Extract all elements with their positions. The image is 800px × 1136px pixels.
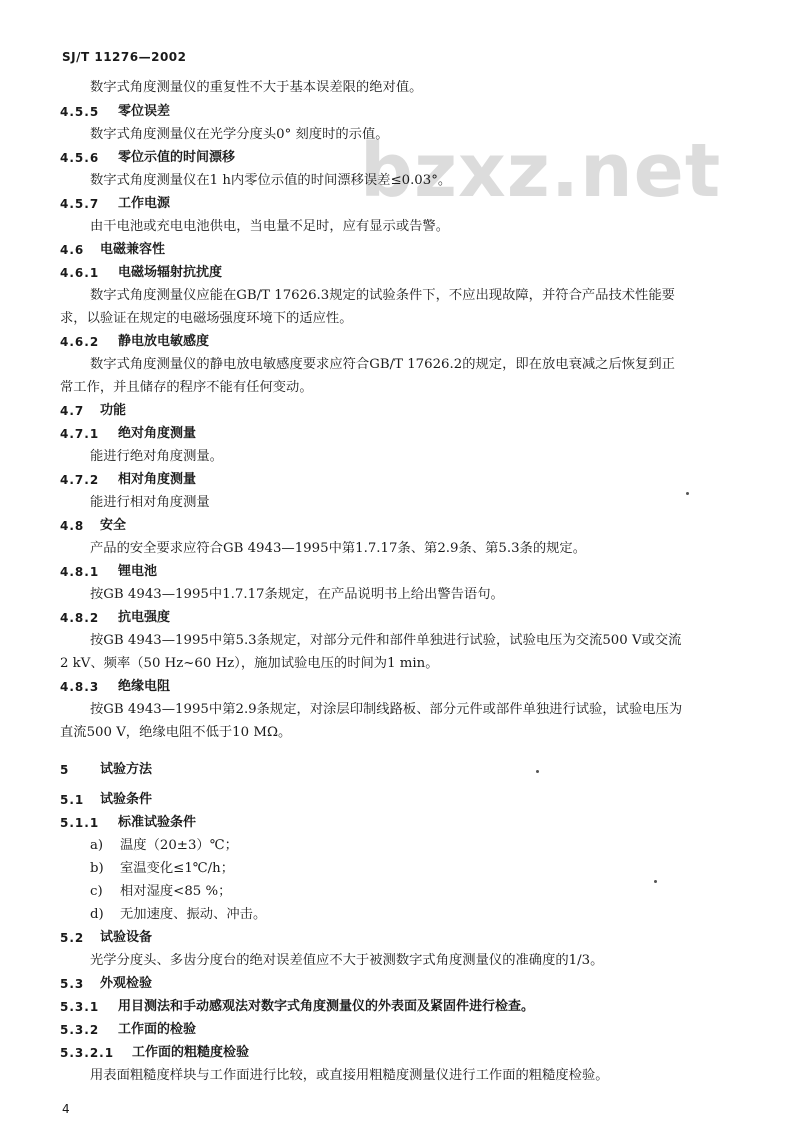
- line-cont: [0, 308, 800, 330]
- page-number: 4: [62, 1102, 70, 1116]
- paragraph-text: 能进行相对角度测量: [90, 495, 210, 510]
- clause-number: 4.8.1: [60, 565, 100, 579]
- standard-header: SJ/T 11276—2002: [62, 50, 187, 64]
- line-body: [0, 446, 800, 468]
- line-body: [0, 630, 800, 652]
- clause-title: 标准试验条件: [118, 815, 197, 830]
- clause-number: 4.8.3: [60, 680, 100, 694]
- clause-number: 4.8.2: [60, 611, 100, 625]
- line-sub: [0, 812, 800, 834]
- clause-number: 4.5.5: [60, 105, 100, 119]
- line-body: [0, 1065, 800, 1087]
- clause-title: 绝对角度测量: [118, 426, 197, 441]
- paragraph-text: 数字式角度测量仪在光学分度头0° 刻度时的示值。: [90, 127, 389, 142]
- clause-number: 4.6.2: [60, 335, 100, 349]
- list-marker: d): [90, 907, 104, 922]
- clause-number: 4.5.7: [60, 197, 100, 211]
- clause-title: 试验设备: [100, 930, 153, 945]
- clause-title: 静电放电敏感度: [118, 334, 210, 349]
- line-body: [0, 492, 800, 514]
- clause-title: 抗电强度: [118, 610, 171, 625]
- paragraph-text: 由干电池或充电电池供电，当电量不足时，应有显示或告警。: [90, 219, 450, 234]
- clause-number: 4.7.1: [60, 427, 100, 441]
- clause-number: 5.3: [60, 977, 85, 991]
- clause-title: 零位误差: [118, 104, 171, 119]
- paragraph-text: 产品的安全要求应符合GB 4943—1995中第1.7.17条、第2.9条、第5.3条的规定。: [90, 541, 587, 556]
- paragraph-text: 数字式角度测量仪应能在GB/T 17626.3规定的试验条件下，不应出现故障，并符合产品技术性能要: [90, 288, 675, 303]
- line-body: [0, 285, 800, 307]
- watermark: bzxz.net: [360, 128, 722, 214]
- list-item-text: 相对湿度<85 %；: [120, 884, 232, 899]
- paragraph-text: 按GB 4943—1995中1.7.17条规定，在产品说明书上给出警告语句。: [90, 587, 504, 602]
- clause-title: 试验条件: [100, 792, 153, 807]
- list-item-text: 室温变化≤1℃/h；: [120, 861, 235, 876]
- line-sub: [0, 469, 800, 491]
- line-sub: [0, 1019, 800, 1041]
- line-body: [0, 216, 800, 238]
- paragraph-text: 能进行绝对角度测量。: [90, 449, 223, 464]
- clause-number: 4.7: [60, 404, 85, 418]
- list-marker: c): [90, 884, 103, 899]
- line-main: [0, 239, 800, 261]
- clause-title: 工作面的粗糙度检验: [132, 1045, 250, 1060]
- line-body: [0, 124, 800, 146]
- line-cont: [0, 722, 800, 744]
- paragraph-continuation: 求，以验证在规定的电磁场强度环境下的适应性。: [60, 311, 353, 326]
- clause-number: 5.3.2.1: [60, 1046, 115, 1060]
- paragraph-text: 数字式角度测量仪在1 h内零位示值的时间漂移误差≤0.03°。: [90, 173, 452, 188]
- line-list: [0, 835, 800, 857]
- line-sub: [0, 331, 800, 353]
- paragraph-continuation: 常工作，并且储存的程序不能有任何变动。: [60, 380, 313, 395]
- scan-speck: [686, 492, 689, 495]
- clause-title: 工作电源: [118, 196, 171, 211]
- line-sub: [0, 607, 800, 629]
- clause-number: 4.5.6: [60, 151, 100, 165]
- paragraph-text: 用表面粗糙度样块与工作面进行比较，或直接用粗糙度测量仪进行工作面的粗糙度检验。: [90, 1068, 609, 1083]
- line-main: [0, 789, 800, 811]
- clause-title: 电磁场辐射抗扰度: [118, 265, 223, 280]
- clause-title: 锂电池: [118, 564, 158, 579]
- line-cont: [0, 653, 800, 675]
- line-main: [0, 927, 800, 949]
- clause-number: 5.1.1: [60, 816, 100, 830]
- clause-number: 4.6.1: [60, 266, 100, 280]
- clause-number: 5.3.1: [60, 1000, 100, 1014]
- clause-number: 5.1: [60, 793, 85, 807]
- line-body: [0, 584, 800, 606]
- clause-title: 外观检验: [100, 976, 153, 991]
- paragraph-text: 数字式角度测量仪的静电放电敏感度要求应符合GB/T 17626.2的规定，即在放电衰减之后恢复到正: [90, 357, 675, 372]
- line-sub: [0, 423, 800, 445]
- line-sub: [0, 561, 800, 583]
- line-body: [0, 699, 800, 721]
- line-body: [0, 170, 800, 192]
- line-body: [0, 77, 800, 99]
- line-body: [0, 950, 800, 972]
- clause-number: 4.8: [60, 519, 85, 533]
- line-sub: [0, 262, 800, 284]
- clause-title: 绝缘电阻: [118, 679, 171, 694]
- clause-number: 5.3.2: [60, 1023, 100, 1037]
- list-marker: a): [90, 838, 104, 853]
- clause-title: 电磁兼容性: [100, 242, 166, 257]
- clause-title: 零位示值的时间漂移: [118, 150, 236, 165]
- line-main: [0, 400, 800, 422]
- line-list: [0, 881, 800, 903]
- line-sub: [0, 1042, 800, 1064]
- paragraph-text: 按GB 4943—1995中第2.9条规定，对涂层印制线路板、部分元件或部件单独进行试验，试验电压为: [90, 702, 683, 717]
- line-main: [0, 515, 800, 537]
- clause-title: 用目测法和手动感观法对数字式角度测量仪的外表面及紧固件进行检查。: [118, 999, 535, 1014]
- line-sub: [0, 147, 800, 169]
- line-list: [0, 904, 800, 926]
- clause-number: 5: [60, 763, 70, 777]
- clause-number: 5.2: [60, 931, 85, 945]
- scan-speck: [536, 770, 539, 773]
- line-sub: [0, 101, 800, 123]
- line-main: [0, 973, 800, 995]
- clause-title: 功能: [100, 403, 127, 418]
- clause-title: 试验方法: [100, 762, 153, 777]
- clause-title: 工作面的检验: [118, 1022, 197, 1037]
- clause-number: 4.7.2: [60, 473, 100, 487]
- paragraph-continuation: 2 kV、频率（50 Hz~60 Hz），施加试验电压的时间为1 min。: [60, 656, 439, 671]
- line-sec: [0, 759, 800, 781]
- line-list: [0, 858, 800, 880]
- line-cont: [0, 377, 800, 399]
- line-body: [0, 538, 800, 560]
- paragraph-text: 光学分度头、多齿分度台的绝对误差值应不大于被测数字式角度测量仪的准确度的1/3。: [90, 953, 604, 968]
- clause-number: 4.6: [60, 243, 85, 257]
- list-item-text: 无加速度、振动、冲击。: [120, 907, 267, 922]
- line-body: [0, 354, 800, 376]
- paragraph-text: 按GB 4943—1995中第5.3条规定，对部分元件和部件单独进行试验，试验电压为交流500 V或交流: [90, 633, 682, 648]
- clause-title: 相对角度测量: [118, 472, 197, 487]
- list-marker: b): [90, 861, 104, 876]
- line-sub: [0, 676, 800, 698]
- line-sub: [0, 193, 800, 215]
- scan-speck: [654, 880, 657, 883]
- line-sub: [0, 996, 800, 1018]
- paragraph-text: 数字式角度测量仪的重复性不大于基本误差限的绝对值。: [90, 80, 423, 95]
- paragraph-continuation: 直流500 V，绝缘电阻不低于10 MΩ。: [60, 725, 292, 740]
- clause-title: 安全: [100, 518, 127, 533]
- list-item-text: 温度（20±3）℃；: [120, 838, 238, 853]
